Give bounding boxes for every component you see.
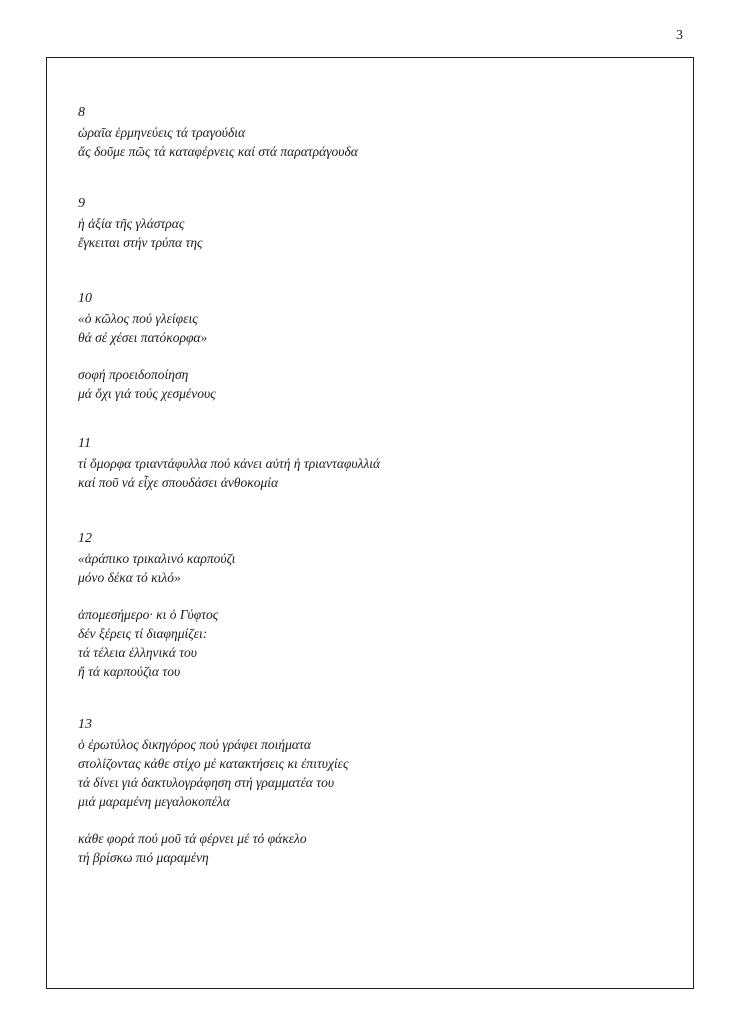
poem-line: καί ποῦ νά εἶχε σπουδάσει ἀνθοκομία	[78, 475, 279, 490]
stanza-break	[78, 587, 678, 605]
poem-line: τά τέλεια ἑλληνικά του	[78, 645, 197, 660]
poem-line: θά σέ χέσει πατόκορφα»	[78, 330, 208, 345]
poem-number: 11	[78, 436, 91, 451]
poem-line: ἡ ἀξία τῆς γλάστρας	[78, 216, 185, 231]
poem-number: 13	[78, 717, 92, 732]
poem-line: «ἀράπικο τρικαλινό καρπούζι	[78, 551, 236, 566]
poem-11	[78, 433, 678, 492]
poem-line: ἄς δοῦμε πῶς τά καταφέρνεις καί στά παρατράγουδα	[78, 144, 358, 159]
poem-line: ἀπομεσήμερο· κι ὁ Γύφτος	[78, 607, 219, 622]
stanza-break	[78, 811, 678, 829]
poem-number: 10	[78, 291, 92, 306]
poem-line: σοφή προειδοποίηση	[78, 367, 189, 382]
poem-12	[78, 528, 678, 681]
poem-8	[78, 102, 678, 161]
poem-line: ὡραῖα ἑρμηνεύεις τά τραγούδια	[78, 125, 246, 140]
poem-line: στολίζοντας κάθε στίχο μέ κατακτήσεις κι ἐπιτυχίες	[78, 756, 349, 771]
stanza-break	[78, 347, 678, 365]
poem-line: τί ὄμορφα τριαντάφυλλα πού κάνει αὐτή ἡ τριανταφυλλιά	[78, 456, 381, 471]
poem-number: 8	[78, 105, 85, 120]
poem-9	[78, 193, 678, 252]
poem-line: ἔγκειται στήν τρύπα της	[78, 235, 203, 250]
poem-number: 9	[78, 196, 85, 211]
poem-number: 12	[78, 531, 92, 546]
poem-line: κάθε φορά πού μοῦ τά φέρνει μέ τό φάκελο	[78, 831, 307, 846]
poem-line: ἤ τά καρπούζια του	[78, 664, 181, 679]
poem-line: δέν ξέρεις τί διαφημίζει:	[78, 626, 208, 641]
poem-line: μιά μαραμένη μεγαλοκοπέλα	[78, 794, 230, 809]
poem-line: μόνο δέκα τό κιλό»	[78, 570, 181, 585]
page-number: 3	[676, 28, 683, 43]
poem-line: τά δίνει γιά δακτυλογράφηση στή γραμματέα του	[78, 775, 335, 790]
poem-line: μά ὄχι γιά τούς χεσμένους	[78, 386, 216, 401]
poem-10	[78, 288, 678, 403]
poem-13	[78, 714, 678, 867]
poem-line: τή βρίσκω πιό μαραμένη	[78, 850, 209, 865]
poem-line: ὁ ἐρωτύλος δικηγόρος πού γράφει ποιήματα	[78, 737, 311, 752]
poem-line: «ὁ κῶλος πού γλείφεις	[78, 311, 198, 326]
